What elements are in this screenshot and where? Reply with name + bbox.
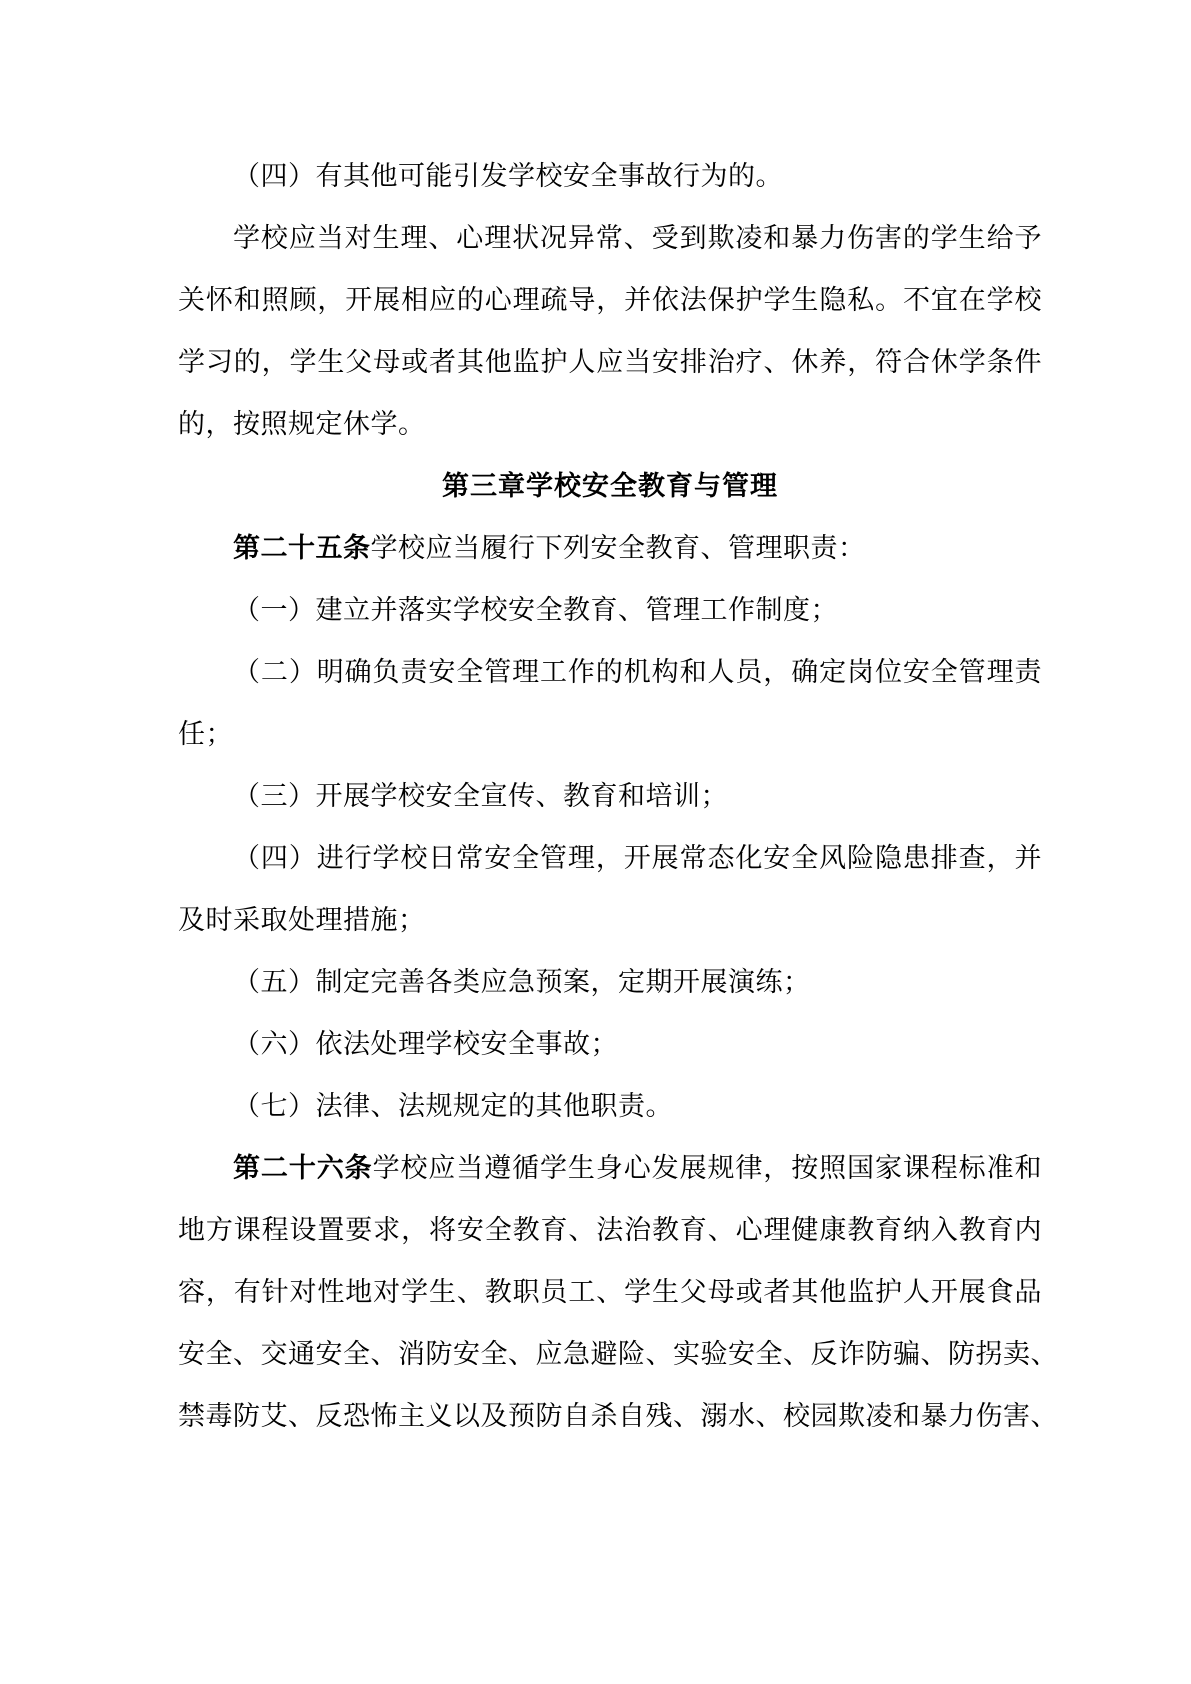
- text-line: 任；: [178, 719, 233, 749]
- article-text: 学校应当遵循学生身心发展规律，按照国家课程标准和: [372, 1153, 1043, 1183]
- text-line: 关怀和照顾，开展相应的心理疏导，并依法保护学生隐私。不宜在学校: [178, 285, 1042, 315]
- text-line: 及时采取处理措施；: [178, 905, 426, 935]
- text-line: （七）法律、法规规定的其他职责。: [233, 1091, 673, 1121]
- text-line: 安全、交通安全、消防安全、应急避险、实验安全、反诈防骗、防拐卖、: [178, 1339, 1058, 1369]
- text-line: 的，按照规定休学。: [178, 409, 426, 439]
- document-body: [178, 145, 1058, 1447]
- article-number-bold: 第二十五条: [233, 533, 371, 563]
- text-line: （四）有其他可能引发学校安全事故行为的。: [233, 161, 783, 191]
- text-line: （一）建立并落实学校安全教育、管理工作制度；: [233, 595, 838, 625]
- text-line: 学习的，学生父母或者其他监护人应当安排治疗、休养，符合休学条件: [178, 347, 1042, 377]
- text-line: （二）明确负责安全管理工作的机构和人员，确定岗位安全管理责: [233, 657, 1042, 687]
- text-line: 禁毒防艾、反恐怖主义以及预防自杀自残、溺水、校园欺凌和暴力伤害、: [178, 1401, 1058, 1431]
- text-line: （四）进行学校日常安全管理，开展常态化安全风险隐患排查，并: [233, 843, 1042, 873]
- text-line: （五）制定完善各类应急预案，定期开展演练；: [233, 967, 811, 997]
- chapter-heading: 第三章学校安全教育与管理: [442, 471, 778, 501]
- text-line: 容，有针对性地对学生、教职员工、学生父母或者其他监护人开展食品: [178, 1277, 1042, 1307]
- text-line: 地方课程设置要求，将安全教育、法治教育、心理健康教育纳入教育内: [178, 1215, 1042, 1245]
- text-line: [178, 517, 1042, 579]
- article-text: 学校应当履行下列安全教育、管理职责：: [370, 533, 866, 563]
- text-line: （三）开展学校安全宣传、教育和培训；: [233, 781, 728, 811]
- text-line: [178, 1137, 1042, 1199]
- text-line: 学校应当对生理、心理状况异常、受到欺凌和暴力伤害的学生给予: [233, 223, 1042, 253]
- text-line: （六）依法处理学校安全事故；: [233, 1029, 618, 1059]
- article-number-bold: 第二十六条: [233, 1153, 373, 1183]
